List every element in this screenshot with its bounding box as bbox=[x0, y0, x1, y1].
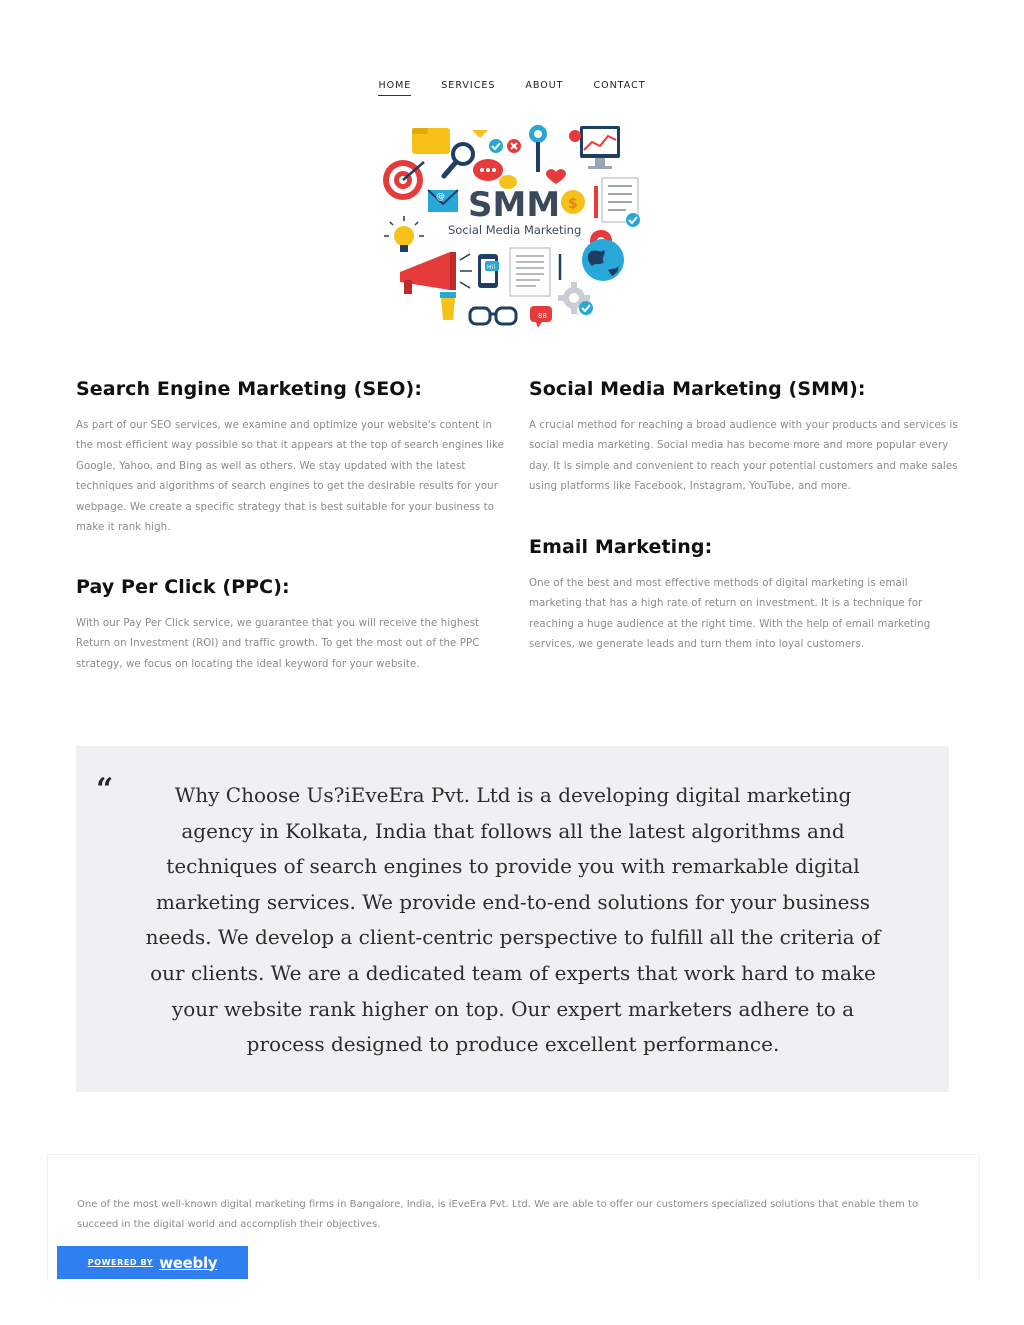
nav-contact-label: CONTACT bbox=[593, 80, 646, 91]
heart-icon bbox=[546, 169, 566, 184]
svg-text:$: $ bbox=[568, 196, 578, 212]
smm-illustration bbox=[370, 124, 652, 338]
seo-section bbox=[76, 378, 506, 538]
document-icon bbox=[510, 248, 550, 296]
dollar-coin-icon bbox=[561, 190, 585, 214]
nav-home-label: HOME bbox=[378, 80, 411, 96]
arrow-icon bbox=[472, 130, 488, 138]
megaphone-icon bbox=[400, 252, 472, 294]
check-bubble-icon bbox=[489, 139, 503, 153]
main-nav bbox=[0, 80, 1024, 96]
ppc-body: With our Pay Per Click service, we guarantee that you will receive the highest Return on Investment (ROI) and traffic growth. To get the most out of the PPC strategy, we focus on locating the ideal keyword for your website. bbox=[76, 618, 480, 670]
email-body: One of the best and most effective methods of digital marketing is email marketing that has a high rate of return on investment. It is a technique for reaching a huge audience at the right time. With the help of email marketing services, we generate leads and turn them into loyal customers. bbox=[529, 578, 931, 651]
lightbulb-icon bbox=[384, 216, 424, 252]
ppc-section bbox=[76, 576, 496, 675]
smm-body: A crucial method for reaching a broad audience with your products and services is social media marketing. Social media has become more and more popular every day. It is simple and convenient to reach your potential customers and make sales using platforms like Facebook, Instagram, YouTube, and more. bbox=[529, 420, 958, 493]
smm-section bbox=[529, 378, 959, 498]
why-choose-us-quote bbox=[76, 746, 949, 1092]
gear-icon bbox=[558, 282, 593, 315]
nav-about[interactable] bbox=[510, 80, 578, 96]
nav-contact[interactable] bbox=[578, 80, 660, 96]
powered-by-label: POWERED BY bbox=[87, 1258, 154, 1267]
email-title: Email Marketing: bbox=[529, 536, 713, 558]
quote-text: Why Choose Us?iEveEra Pvt. Ltd is a developing digital marketing agency in Kolkata, India that follows all the latest algorithms and techniques of search engines to provide you with remarkable digital marketing services. We provide end-to-end solutions for your business needs. We develop a client-centric perspective to fulfill all the criteria of our clients. We are a dedicated team of experts that work hard to make your website rank higher on top. Our expert marketers adhere to a process designed to produce excellent performance. bbox=[145, 783, 881, 1057]
monitor-chart-icon bbox=[580, 126, 620, 169]
like-badge-icon bbox=[530, 306, 552, 328]
nav-services[interactable] bbox=[426, 80, 510, 96]
seo-body: As part of our SEO services, we examine and optimize your website's content in the most efficient way possible so that it appears at the top of search engines like Google, Yahoo, and Bing as well as others. We stay updated with the latest techniques and algorithms of search engines to get the desirable results for your webpage. We create a specific strategy that is best suitable for your business to make it rank high. bbox=[76, 420, 504, 534]
like-count: 88 bbox=[538, 312, 547, 320]
coffee-cup-icon bbox=[440, 292, 456, 320]
weebly-logo: weebly bbox=[159, 1253, 218, 1272]
hero-subtitle: Social Media Marketing bbox=[448, 223, 582, 237]
nav-home[interactable] bbox=[363, 80, 426, 96]
footer-text: One of the most well-known digital marketing firms in Bangalore, India, is iEveEra Pvt. Ltd. We are able to offer our customers specialized solutions that enable them to succeed in the digital world and accomplish their objectives. bbox=[77, 1199, 919, 1231]
nav-services-label: SERVICES bbox=[441, 80, 496, 91]
left-column bbox=[76, 378, 506, 670]
right-column bbox=[529, 378, 959, 651]
folder-icon bbox=[412, 128, 450, 154]
target-icon bbox=[383, 160, 424, 200]
key-icon bbox=[529, 125, 547, 172]
hero-title: SMM bbox=[468, 185, 561, 225]
phone-icon bbox=[478, 254, 499, 288]
ppc-title: Pay Per Click (PPC): bbox=[76, 576, 290, 598]
nav-about-label: ABOUT bbox=[525, 80, 564, 91]
smm-title: Social Media Marketing (SMM): bbox=[529, 378, 866, 400]
glasses-icon bbox=[470, 308, 516, 324]
mail-icon bbox=[428, 190, 458, 212]
email-section bbox=[529, 536, 949, 656]
globe-icon bbox=[582, 239, 624, 281]
seo-title: Search Engine Marketing (SEO): bbox=[76, 378, 423, 400]
svg-text:@: @ bbox=[436, 192, 445, 202]
chat-bubble-text: Hi! bbox=[487, 264, 496, 271]
checklist-icon bbox=[602, 178, 640, 227]
quote-mark-icon: “ bbox=[96, 772, 114, 807]
powered-by-weebly-button[interactable] bbox=[57, 1246, 248, 1279]
